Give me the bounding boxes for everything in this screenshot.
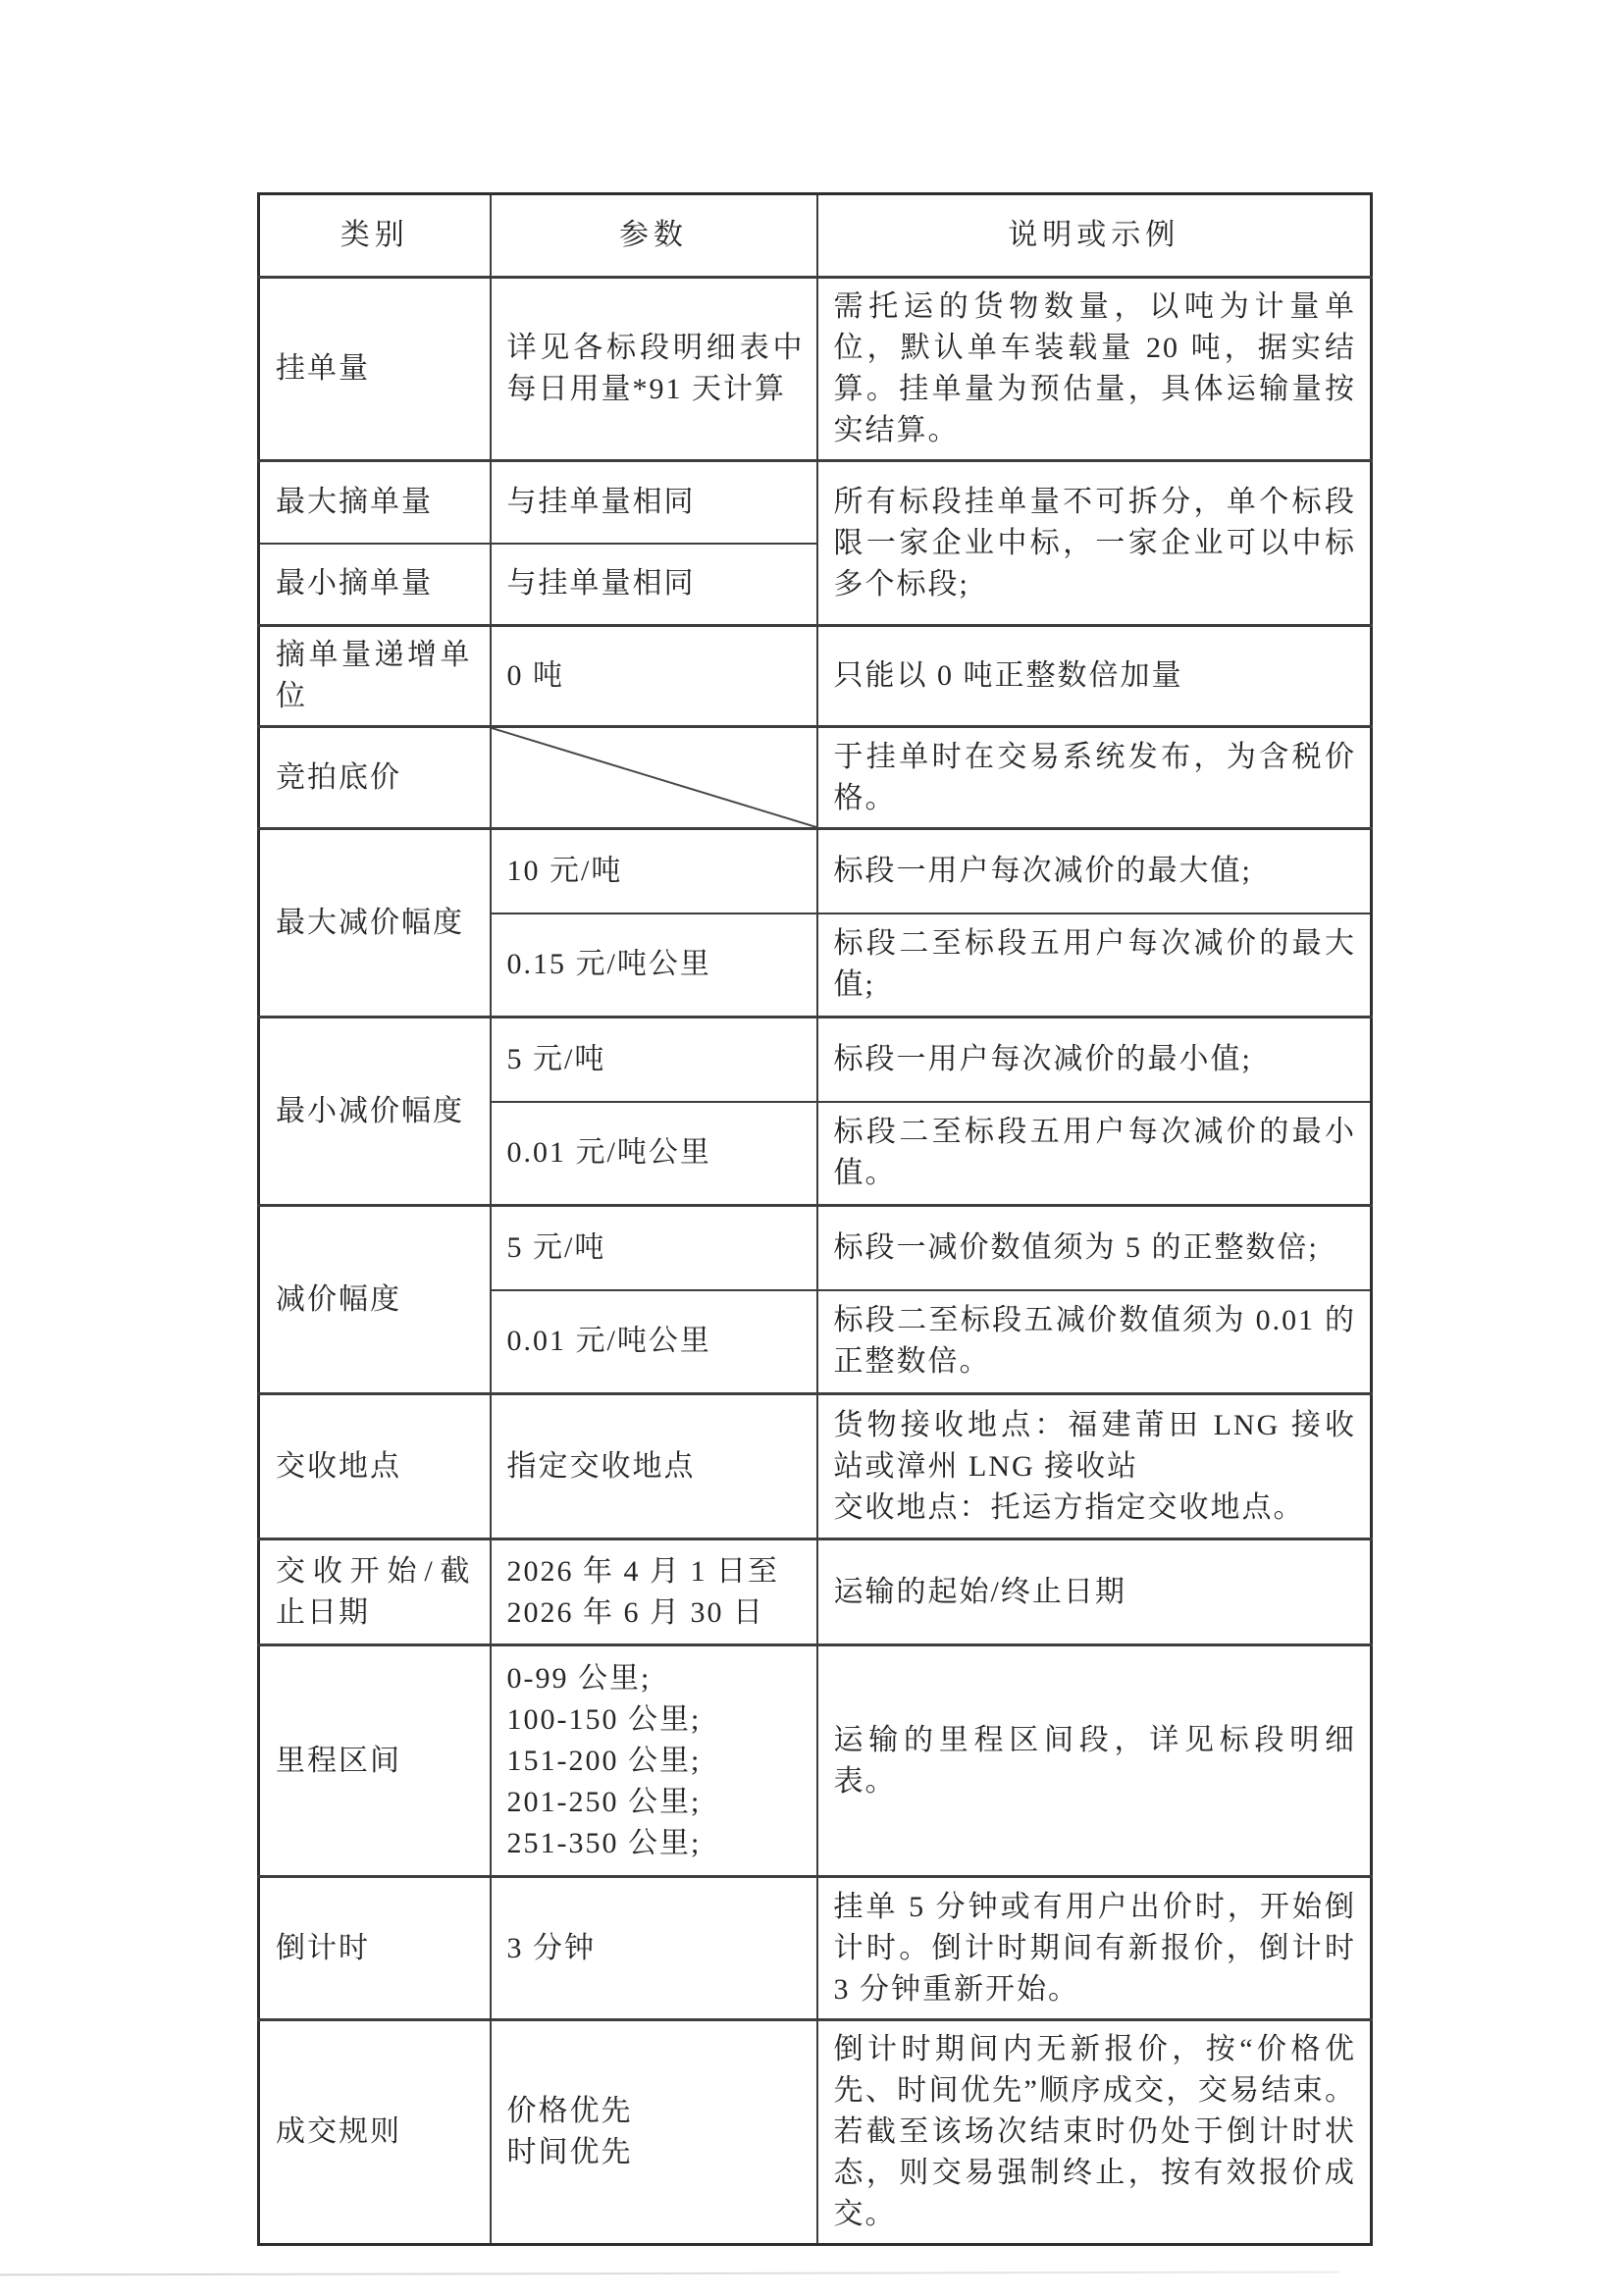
parameters-table bbox=[257, 192, 1373, 2246]
cell-description: 运输的里程区间段，详见标段明细表。 bbox=[817, 1645, 1372, 1877]
row-delivery-period bbox=[259, 1539, 1372, 1645]
row-auction-floor-price bbox=[259, 727, 1372, 829]
row-mileage-ranges bbox=[259, 1645, 1372, 1877]
table-header-row bbox=[259, 194, 1372, 278]
parameter-line: 2026 年 6 月 30 日 bbox=[506, 1595, 764, 1629]
column-header-description: 说明或示例 bbox=[817, 194, 1372, 278]
description-line: 货物接收地点：福建莆田 LNG 接收站或漳州 LNG 接收站 bbox=[833, 1408, 1356, 1483]
cell-category: 最小摘单量 bbox=[259, 544, 491, 626]
cell-parameter: 详见各标段明细表中每日用量*91 天计算 bbox=[491, 278, 817, 461]
page-bottom-scan-artifact bbox=[0, 2271, 1339, 2276]
cell-description: 标段二至标段五用户每次减价的最小值。 bbox=[817, 1102, 1372, 1206]
cell-parameter bbox=[491, 1539, 817, 1645]
parameter-line: 100-150 公里; bbox=[506, 1702, 702, 1736]
cell-description: 运输的起始/终止日期 bbox=[817, 1539, 1372, 1645]
cell-parameter: 5 元/吨 bbox=[491, 1206, 817, 1290]
cell-category: 交收地点 bbox=[259, 1394, 491, 1539]
cell-parameter: 10 元/吨 bbox=[491, 829, 817, 913]
parameter-line: 251-350 公里; bbox=[506, 1826, 702, 1859]
cell-parameter: 0.01 元/吨公里 bbox=[491, 1102, 817, 1206]
cell-parameter-empty bbox=[491, 727, 817, 829]
parameter-line: 价格优先 bbox=[506, 2095, 633, 2127]
cell-parameter: 指定交收地点 bbox=[491, 1394, 817, 1539]
cell-parameter: 3 分钟 bbox=[491, 1877, 817, 2020]
cell-parameter: 0 吨 bbox=[491, 626, 817, 727]
row-min-price-reduction-1 bbox=[259, 1018, 1372, 1102]
row-max-price-reduction-1 bbox=[259, 829, 1372, 913]
cell-category: 最小减价幅度 bbox=[259, 1018, 491, 1206]
cell-description: 挂单 5 分钟或有用户出价时，开始倒计时。倒计时期间有新报价，倒计时 3 分钟重新开始。 bbox=[817, 1877, 1372, 2020]
cell-category: 里程区间 bbox=[259, 1645, 491, 1877]
cell-parameter bbox=[491, 2020, 817, 2245]
cell-parameter: 与挂单量相同 bbox=[491, 544, 817, 626]
row-price-reduction-step-1 bbox=[259, 1206, 1372, 1290]
cell-description: 标段一用户每次减价的最小值; bbox=[817, 1018, 1372, 1102]
cell-description: 只能以 0 吨正整数倍加量 bbox=[817, 626, 1372, 727]
cell-category: 交收开始/截止日期 bbox=[259, 1539, 491, 1645]
column-header-category: 类别 bbox=[259, 194, 491, 278]
description-line: 交收地点：托运方指定交收地点。 bbox=[833, 1490, 1305, 1524]
row-max-pick-quantity bbox=[259, 461, 1372, 544]
row-pick-increment-unit bbox=[259, 626, 1372, 727]
cell-category: 减价幅度 bbox=[259, 1206, 491, 1394]
cell-description: 倒计时期间内无新报价，按“价格优先、时间优先”顺序成交，交易结束。若截至该场次结束时仍处于倒计时状态，则交易强制终止，按有效报价成交。 bbox=[817, 2020, 1372, 2245]
cell-description: 需托运的货物数量，以吨为计量单位，默认单车装载量 20 吨，据实结算。挂单量为预估量，具体运输量按实结算。 bbox=[817, 278, 1372, 461]
parameter-line: 201-250 公里; bbox=[506, 1785, 702, 1818]
column-header-parameter: 参数 bbox=[491, 194, 817, 278]
cell-parameter: 0.01 元/吨公里 bbox=[491, 1290, 817, 1394]
cell-parameter: 与挂单量相同 bbox=[491, 461, 817, 544]
parameter-line: 151-200 公里; bbox=[506, 1744, 702, 1777]
cell-category: 摘单量递增单位 bbox=[259, 626, 491, 727]
cell-description: 标段一用户每次减价的最大值; bbox=[817, 829, 1372, 913]
cell-parameter bbox=[491, 1645, 817, 1877]
cell-category: 竞拍底价 bbox=[259, 727, 491, 829]
diagonal-slash-line bbox=[492, 728, 816, 827]
cell-category: 最大减价幅度 bbox=[259, 829, 491, 1018]
cell-description bbox=[817, 1394, 1372, 1539]
cell-category: 挂单量 bbox=[259, 278, 491, 461]
row-delivery-location bbox=[259, 1394, 1372, 1539]
cell-category: 成交规则 bbox=[259, 2020, 491, 2245]
row-listing-quantity bbox=[259, 278, 1372, 461]
row-countdown bbox=[259, 1877, 1372, 2020]
cell-category: 倒计时 bbox=[259, 1877, 491, 2020]
row-deal-rules bbox=[259, 2020, 1372, 2245]
cell-description-shared: 所有标段挂单量不可拆分，单个标段限一家企业中标，一家企业可以中标多个标段; bbox=[817, 461, 1372, 626]
cell-description: 标段二至标段五用户每次减价的最大值; bbox=[817, 913, 1372, 1018]
cell-parameter: 0.15 元/吨公里 bbox=[491, 913, 817, 1018]
parameter-line: 时间优先 bbox=[506, 2136, 633, 2168]
cell-description: 于挂单时在交易系统发布，为含税价格。 bbox=[817, 727, 1372, 829]
cell-description: 标段二至标段五减价数值须为 0.01 的正整数倍。 bbox=[817, 1290, 1372, 1394]
cell-description: 标段一减价数值须为 5 的正整数倍; bbox=[817, 1206, 1372, 1290]
cell-parameter: 5 元/吨 bbox=[491, 1018, 817, 1102]
cell-category: 最大摘单量 bbox=[259, 461, 491, 544]
parameter-line: 0-99 公里; bbox=[506, 1661, 652, 1695]
parameter-line: 2026 年 4 月 1 日至 bbox=[506, 1554, 779, 1588]
